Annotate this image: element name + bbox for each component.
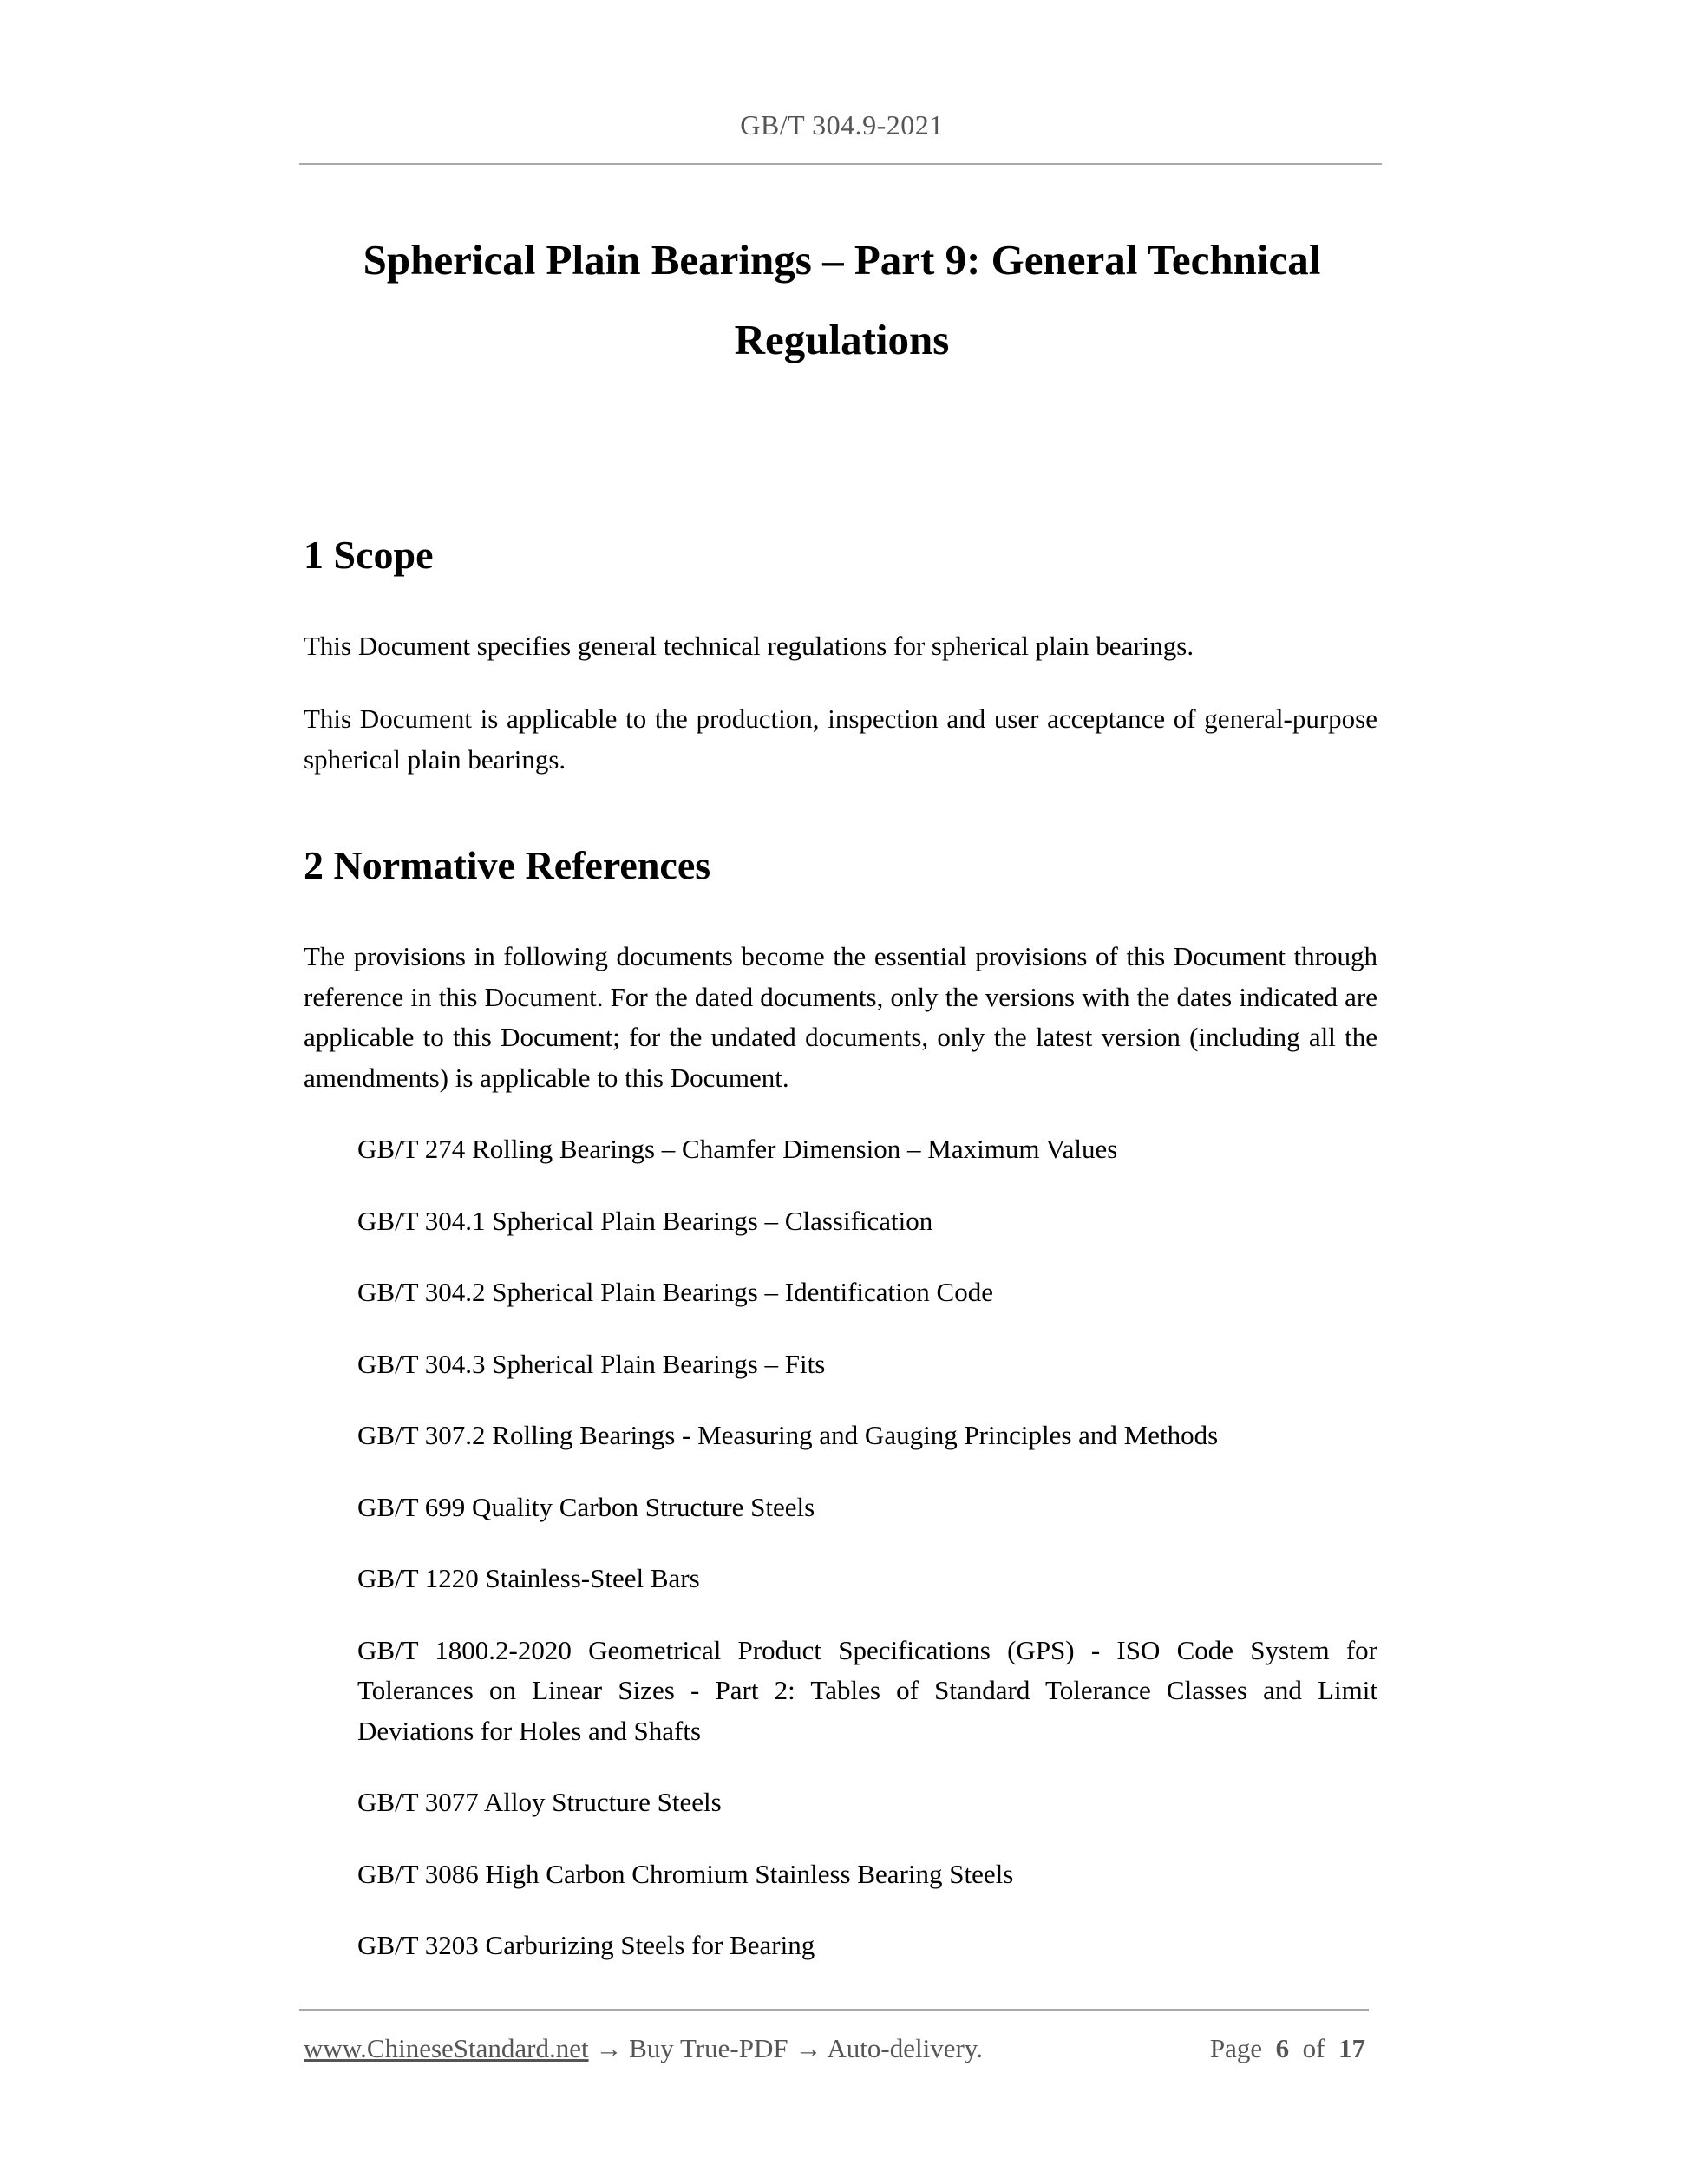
footer-divider bbox=[299, 2009, 1369, 2011]
reference-item: GB/T 304.3 Spherical Plain Bearings – Fits bbox=[357, 1348, 826, 1379]
page-total: 17 bbox=[1338, 2033, 1365, 2063]
section-heading-scope: 1 Scope bbox=[304, 533, 434, 577]
arrow-right-icon: → bbox=[595, 2033, 623, 2063]
reference-item: GB/T 1800.2-2020 Geometrical Product Specifications (GPS) - ISO Code System for Tolerances on Linear Sizes - Part 2: Tables of Standard Tolerance Classes and Limit Deviations for Holes and Shafts bbox=[357, 1634, 1377, 1746]
scope-paragraph-2: This Document is applicable to the production, inspection and user acceptance of general-purpose spherical plain bearings. bbox=[304, 703, 1377, 775]
page-of-label: of bbox=[1302, 2033, 1325, 2063]
reference-item: GB/T 1220 Stainless-Steel Bars bbox=[357, 1563, 700, 1593]
arrow-right-icon: → bbox=[795, 2033, 822, 2063]
reference-item: GB/T 3203 Carburizing Steels for Bearing bbox=[357, 1930, 815, 1960]
document-title-line-2: Regulations bbox=[734, 316, 950, 363]
document-title-line-1: Spherical Plain Bearings – Part 9: General Technical bbox=[363, 236, 1321, 284]
page-number bbox=[1210, 2030, 1365, 2068]
normative-references-intro: The provisions in following documents become the essential provisions of this Document through reference in this Document. For the dated documents, only the versions with the dates indicated are applicable to this Document; for the undated documents, only the latest version (including all the amendments) is applicable to this Document. bbox=[304, 941, 1377, 1093]
section-heading-normative-references: 2 Normative References bbox=[304, 843, 711, 887]
page-footer bbox=[304, 2030, 1369, 2068]
reference-list bbox=[357, 1129, 1377, 1998]
reference-item: GB/T 3077 Alloy Structure Steels bbox=[357, 1787, 722, 1817]
scope-paragraph-1: This Document specifies general technical regulations for spherical plain bearings. bbox=[304, 631, 1194, 661]
reference-item: GB/T 304.2 Spherical Plain Bearings – Identification Code bbox=[357, 1277, 993, 1307]
page-current: 6 bbox=[1275, 2033, 1290, 2063]
reference-item: GB/T 304.1 Spherical Plain Bearings – Classification bbox=[357, 1205, 933, 1236]
buy-true-pdf-text: Buy True-PDF bbox=[629, 2033, 788, 2063]
page-label: Page bbox=[1209, 2033, 1263, 2063]
site-link[interactable]: www.ChineseStandard.net bbox=[304, 2033, 589, 2063]
reference-item: GB/T 3086 High Carbon Chromium Stainless Bearing Steels bbox=[357, 1858, 1014, 1889]
header-divider bbox=[299, 163, 1382, 165]
document-title bbox=[302, 220, 1382, 380]
reference-item: GB/T 307.2 Rolling Bearings - Measuring and Gauging Principles and Methods bbox=[357, 1420, 1219, 1450]
auto-delivery-text: Auto-delivery. bbox=[827, 2033, 984, 2063]
running-header: GB/T 304.9-2021 bbox=[740, 109, 944, 141]
reference-item: GB/T 274 Rolling Bearings – Chamfer Dimension – Maximum Values bbox=[357, 1134, 1118, 1164]
reference-item: GB/T 699 Quality Carbon Structure Steels bbox=[357, 1491, 815, 1522]
